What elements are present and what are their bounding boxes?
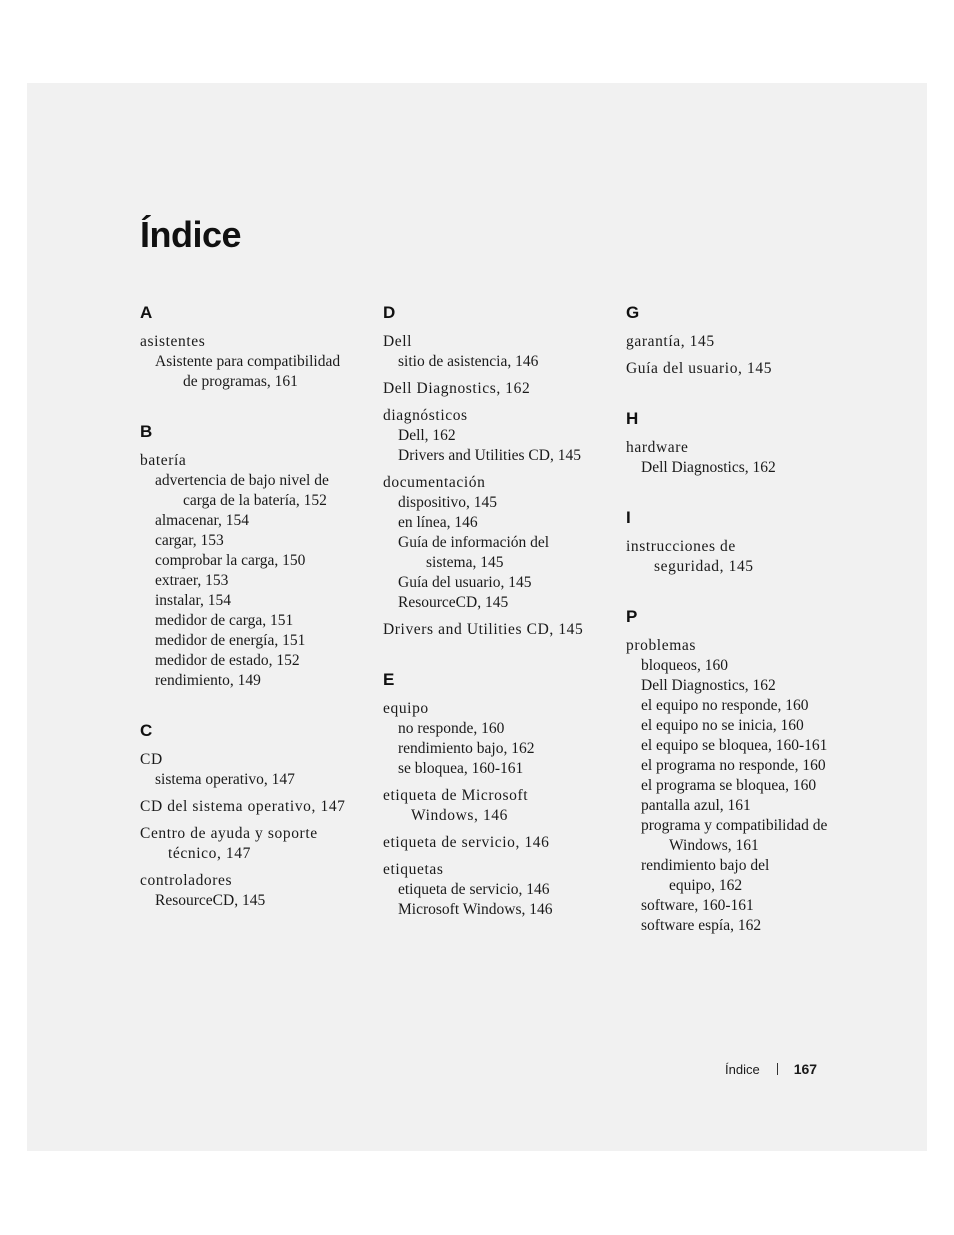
footer-label: Índice (725, 1062, 760, 1077)
index-entry (383, 473, 608, 613)
index-entry (140, 871, 365, 911)
entry-term-text: problemas (626, 637, 696, 654)
subterm-text: Guía de información del (398, 534, 550, 551)
entry-term (626, 332, 851, 352)
subterm-text: software espía, 162 (641, 917, 762, 934)
entry-term-text: equipo (383, 700, 429, 717)
subterm-text: bloqueos, 160 (641, 657, 728, 674)
section-letter: D (383, 303, 396, 322)
index-section-g (626, 303, 851, 379)
subterm-text: Microsoft Windows, 146 (398, 901, 553, 918)
index-entry (383, 699, 608, 779)
subterm-text: el equipo no se inicia, 160 (641, 717, 804, 734)
entry-subterm (383, 739, 608, 759)
index-section-c (140, 721, 365, 911)
section-letter: G (626, 303, 640, 322)
subterm-text: advertencia de bajo nivel de (155, 472, 329, 489)
entry-term-text: Drivers and Utilities CD, 145 (383, 621, 584, 638)
subterm-text: extraer, 153 (155, 572, 229, 589)
entry-subterm (140, 531, 365, 551)
section-letter: P (626, 607, 638, 626)
entry-subterm (626, 796, 851, 816)
footer-separator (777, 1063, 778, 1075)
entry-term-continuation: técnico, 147 (168, 845, 251, 862)
entry-subterm (626, 756, 851, 776)
subterm-text: el programa no responde, 160 (641, 757, 826, 774)
entry-term-text: diagnósticos (383, 407, 468, 424)
entry-subterm (626, 696, 851, 716)
entry-subterm (383, 593, 608, 613)
entry-subterm (626, 458, 851, 478)
index-entry (383, 860, 608, 920)
subterm-text: Dell, 162 (398, 427, 456, 444)
subterm-text: cargar, 153 (155, 532, 224, 549)
index-entry (140, 332, 365, 392)
subterm-text: etiqueta de servicio, 146 (398, 881, 550, 898)
entry-term (383, 833, 608, 853)
entry-term (140, 824, 365, 864)
entry-term-text: etiqueta de servicio, 146 (383, 834, 550, 851)
entry-term (383, 699, 608, 719)
entry-term (140, 332, 365, 352)
index-section-i (626, 508, 851, 577)
subterm-text: el programa se bloquea, 160 (641, 777, 817, 794)
entry-subterm (383, 426, 608, 446)
entry-subterm (140, 571, 365, 591)
entry-term-text: asistentes (140, 333, 206, 350)
index-section-h (626, 409, 851, 478)
entry-term (626, 438, 851, 458)
subterm-text: Dell Diagnostics, 162 (641, 459, 776, 476)
subterm-text: el equipo no responde, 160 (641, 697, 809, 714)
entry-term-text: CD (140, 751, 163, 768)
entry-subterm (140, 511, 365, 531)
entry-subterm (140, 770, 365, 790)
entry-subterm (626, 776, 851, 796)
entry-term-continuation: seguridad, 145 (654, 558, 754, 575)
entry-subterm (383, 719, 608, 739)
entry-subterm (140, 611, 365, 631)
index-entry (383, 332, 608, 372)
index-entry (383, 406, 608, 466)
entry-term (140, 750, 365, 770)
entry-term-text: controladores (140, 872, 233, 889)
entry-subterm (383, 446, 608, 466)
entry-subterm (626, 676, 851, 696)
subterm-text: Drivers and Utilities CD, 145 (398, 447, 581, 464)
entry-subterm (383, 759, 608, 779)
index-entry (383, 833, 608, 853)
subterm-text: rendimiento, 149 (155, 672, 261, 689)
section-letter: C (140, 721, 153, 740)
entry-subterm (140, 651, 365, 671)
entry-term (383, 473, 608, 493)
entry-term (626, 359, 851, 379)
entry-term (383, 379, 608, 399)
index-entry (383, 379, 608, 399)
section-letter: B (140, 422, 153, 441)
entry-subterm (140, 551, 365, 571)
entry-subterm (140, 591, 365, 611)
subterm-text: rendimiento bajo del (641, 857, 770, 874)
index-entry (383, 620, 608, 640)
subterm-continuation: sistema, 145 (426, 554, 504, 571)
entry-term (383, 860, 608, 880)
entry-term (626, 636, 851, 656)
entry-term (140, 451, 365, 471)
index-column-3 (626, 303, 851, 943)
subterm-text: medidor de energía, 151 (155, 632, 306, 649)
entry-subterm (383, 533, 608, 573)
entry-subterm (383, 493, 608, 513)
index-section-b (140, 422, 365, 691)
index-entry (626, 359, 851, 379)
entry-term-text: etiquetas (383, 861, 444, 878)
entry-term-text: batería (140, 452, 187, 469)
subterm-text: el equipo se bloquea, 160-161 (641, 737, 828, 754)
subterm-text: ResourceCD, 145 (398, 594, 509, 611)
index-entry (140, 797, 365, 817)
subterm-text: Dell Diagnostics, 162 (641, 677, 776, 694)
subterm-text: medidor de estado, 152 (155, 652, 300, 669)
index-column-1 (140, 303, 365, 918)
entry-term-text: CD del sistema operativo, 147 (140, 798, 346, 815)
document-page (27, 83, 927, 1151)
subterm-text: se bloquea, 160-161 (398, 760, 524, 777)
entry-subterm (383, 352, 608, 372)
entry-term (383, 786, 608, 826)
entry-subterm (626, 856, 851, 896)
subterm-text: Guía del usuario, 145 (398, 574, 532, 591)
entry-term-text: etiqueta de Microsoft (383, 787, 529, 804)
subterm-text: Asistente para compatibilidad (155, 353, 341, 370)
index-entry (140, 824, 365, 864)
section-letter: E (383, 670, 395, 689)
subterm-text: sitio de asistencia, 146 (398, 353, 539, 370)
section-letter: I (626, 508, 631, 527)
index-entry (383, 786, 608, 826)
entry-subterm (383, 573, 608, 593)
subterm-continuation: carga de la batería, 152 (183, 492, 327, 509)
subterm-text: almacenar, 154 (155, 512, 250, 529)
subterm-text: no responde, 160 (398, 720, 505, 737)
section-letter: A (140, 303, 153, 322)
index-section-p (626, 607, 851, 936)
page-footer (725, 1059, 817, 1080)
entry-term (140, 871, 365, 891)
entry-subterm (140, 352, 365, 392)
entry-term-text: documentación (383, 474, 486, 491)
entry-subterm (383, 900, 608, 920)
subterm-text: ResourceCD, 145 (155, 892, 266, 909)
subterm-text: en línea, 146 (398, 514, 478, 531)
subterm-text: sistema operativo, 147 (155, 771, 295, 788)
subterm-text: medidor de carga, 151 (155, 612, 294, 629)
entry-term-text: Dell (383, 333, 413, 350)
entry-subterm (140, 471, 365, 511)
subterm-continuation: de programas, 161 (183, 373, 298, 390)
subterm-text: programa y compatibilidad de (641, 817, 828, 834)
index-entry (626, 537, 851, 577)
index-entry (140, 750, 365, 790)
entry-term-text: Dell Diagnostics, 162 (383, 380, 531, 397)
entry-term (383, 406, 608, 426)
subterm-text: pantalla azul, 161 (641, 797, 751, 814)
entry-subterm (626, 656, 851, 676)
page-title: Índice (140, 214, 242, 255)
entry-subterm (626, 896, 851, 916)
subterm-text: rendimiento bajo, 162 (398, 740, 535, 757)
subterm-continuation: equipo, 162 (669, 877, 743, 894)
index-entry (626, 438, 851, 478)
entry-subterm (140, 631, 365, 651)
entry-subterm (383, 880, 608, 900)
subterm-text: comprobar la carga, 150 (155, 552, 306, 569)
subterm-text: instalar, 154 (155, 592, 232, 609)
index-entry (626, 332, 851, 352)
entry-subterm (383, 513, 608, 533)
section-letter: H (626, 409, 639, 428)
index-section-a (140, 303, 365, 392)
entry-term-text: garantía, 145 (626, 333, 715, 350)
subterm-text: software, 160-161 (641, 897, 754, 914)
entry-term-text: Guía del usuario, 145 (626, 360, 773, 377)
index-entry (626, 636, 851, 936)
entry-term-text: instrucciones de (626, 538, 736, 555)
entry-term (383, 620, 608, 640)
entry-term-text: Centro de ayuda y soporte (140, 825, 318, 842)
entry-subterm (140, 891, 365, 911)
entry-term (626, 537, 851, 577)
subterm-continuation: Windows, 161 (669, 837, 759, 854)
page-number: 167 (793, 1061, 818, 1077)
index-section-e (383, 670, 608, 920)
entry-term (140, 797, 365, 817)
entry-subterm (626, 716, 851, 736)
entry-term-text: hardware (626, 439, 689, 456)
entry-term (383, 332, 608, 352)
entry-subterm (626, 816, 851, 856)
entry-subterm (626, 736, 851, 756)
index-section-d (383, 303, 608, 640)
index-column-2 (383, 303, 608, 927)
entry-subterm (140, 671, 365, 691)
entry-term-continuation: Windows, 146 (411, 807, 508, 824)
subterm-text: dispositivo, 145 (398, 494, 498, 511)
index-entry (140, 451, 365, 691)
entry-subterm (626, 916, 851, 936)
